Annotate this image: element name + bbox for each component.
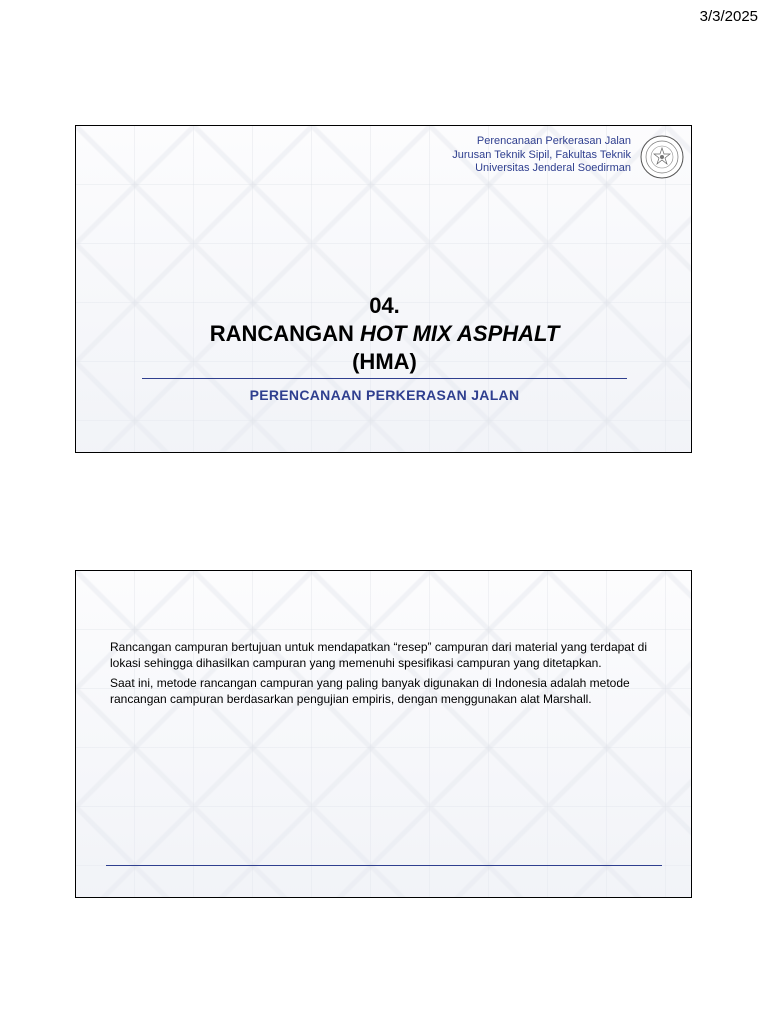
university-seal-icon	[639, 134, 685, 180]
header-department: Jurusan Teknik Sipil, Fakultas Teknik	[452, 148, 631, 161]
footer-divider	[106, 865, 662, 866]
page-date: 3/3/2025	[699, 8, 758, 25]
title-main	[76, 320, 693, 348]
body-paragraph-2: Saat ini, metode rancangan campuran yang paling banyak digunakan di Indonesia adalah metode rancangan campuran berdasarkan pengujian empiris, dengan menggunakan alat Marshall.	[110, 676, 630, 706]
header-course: Perencanaan Perkerasan Jalan	[476, 135, 631, 147]
slide-body	[110, 639, 650, 711]
title-slide	[75, 125, 692, 453]
slide-subtitle: PERENCANAAN PERKERASAN JALAN	[249, 387, 520, 403]
title-prefix: RANCANGAN	[209, 321, 361, 346]
header-university: Universitas Jenderal Soedirman	[475, 162, 631, 174]
content-slide	[75, 570, 692, 898]
title-number: 04.	[369, 293, 400, 318]
slide-title	[76, 292, 693, 376]
slide-header	[452, 135, 631, 176]
title-divider	[142, 378, 627, 379]
title-italic: HOT MIX ASPHALT	[360, 321, 560, 346]
title-suffix: (HMA)	[352, 349, 417, 374]
body-paragraph-1: Rancangan campuran bertujuan untuk mendapatkan “resep” campuran dari material yang terdapat di lokasi sehingga dihasilkan campuran yang memenuhi spesifikasi campuran yang ditetapkan.	[110, 640, 647, 670]
